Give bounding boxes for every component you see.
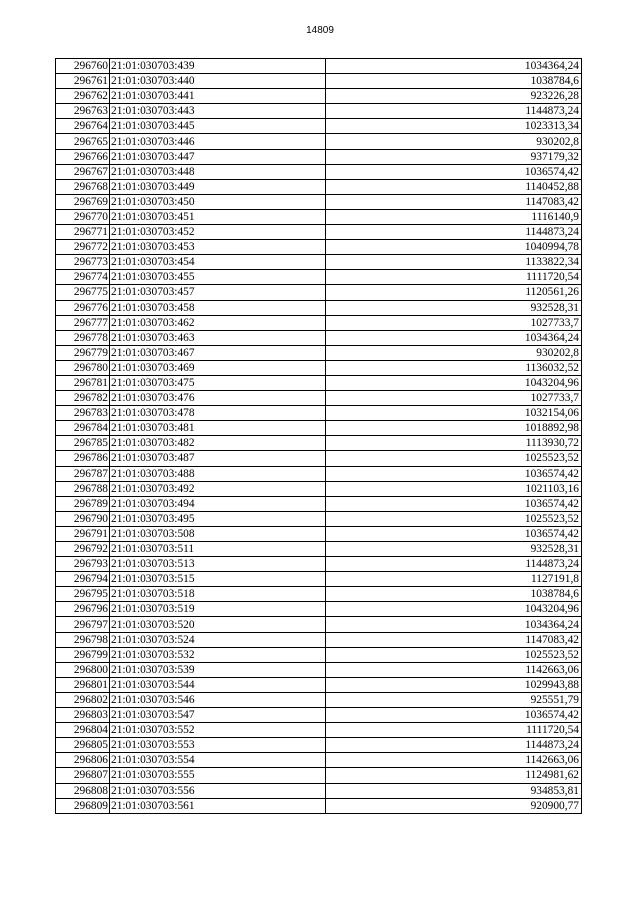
cadastral-value: 1018892,98 — [326, 421, 582, 436]
row-number: 296801 — [56, 677, 110, 692]
cadastral-number: 21:01:030703:449 — [110, 179, 326, 194]
row-number: 296791 — [56, 526, 110, 541]
table-row — [56, 375, 582, 390]
row-number: 296796 — [56, 602, 110, 617]
table-row — [56, 798, 582, 813]
row-number: 296765 — [56, 134, 110, 149]
table-row — [56, 149, 582, 164]
cadastral-number: 21:01:030703:475 — [110, 375, 326, 390]
cadastral-value: 1127191,8 — [326, 572, 582, 587]
cadastral-number: 21:01:030703:547 — [110, 708, 326, 723]
table-row — [56, 330, 582, 345]
cadastral-number: 21:01:030703:553 — [110, 738, 326, 753]
cadastral-number: 21:01:030703:447 — [110, 149, 326, 164]
row-number: 296762 — [56, 89, 110, 104]
table-row — [56, 134, 582, 149]
cadastral-number: 21:01:030703:451 — [110, 209, 326, 224]
table-row — [56, 572, 582, 587]
table-row — [56, 677, 582, 692]
cadastral-number: 21:01:030703:448 — [110, 164, 326, 179]
cadastral-number: 21:01:030703:457 — [110, 285, 326, 300]
row-number: 296780 — [56, 360, 110, 375]
cadastral-number: 21:01:030703:494 — [110, 496, 326, 511]
row-number: 296809 — [56, 798, 110, 813]
cadastral-value: 1040994,78 — [326, 240, 582, 255]
table-row — [56, 542, 582, 557]
row-number: 296790 — [56, 511, 110, 526]
cadastral-number: 21:01:030703:469 — [110, 360, 326, 375]
cadastral-value: 1036574,42 — [326, 164, 582, 179]
cadastral-number: 21:01:030703:513 — [110, 557, 326, 572]
cadastral-number: 21:01:030703:524 — [110, 632, 326, 647]
cadastral-number: 21:01:030703:450 — [110, 194, 326, 209]
table-row — [56, 179, 582, 194]
cadastral-number: 21:01:030703:492 — [110, 481, 326, 496]
cadastral-value: 1036574,42 — [326, 526, 582, 541]
cadastral-value: 1036574,42 — [326, 466, 582, 481]
table-row — [56, 209, 582, 224]
table-row — [56, 240, 582, 255]
table-row — [56, 723, 582, 738]
table-row — [56, 225, 582, 240]
cadastral-number: 21:01:030703:462 — [110, 315, 326, 330]
row-number: 296761 — [56, 74, 110, 89]
row-number: 296766 — [56, 149, 110, 164]
cadastral-number: 21:01:030703:467 — [110, 345, 326, 360]
table-row — [56, 436, 582, 451]
cadastral-number: 21:01:030703:478 — [110, 406, 326, 421]
cadastral-value: 1025523,52 — [326, 647, 582, 662]
cadastral-number: 21:01:030703:552 — [110, 723, 326, 738]
row-number: 296770 — [56, 209, 110, 224]
cadastral-value: 1111720,54 — [326, 723, 582, 738]
table-row — [56, 451, 582, 466]
cadastral-value: 1147083,42 — [326, 194, 582, 209]
row-number: 296808 — [56, 783, 110, 798]
page-number: 14809 — [306, 25, 334, 36]
cadastral-number: 21:01:030703:554 — [110, 753, 326, 768]
cadastral-value: 1025523,52 — [326, 511, 582, 526]
cadastral-number: 21:01:030703:532 — [110, 647, 326, 662]
cadastral-number: 21:01:030703:539 — [110, 662, 326, 677]
row-number: 296800 — [56, 662, 110, 677]
row-number: 296768 — [56, 179, 110, 194]
cadastral-number: 21:01:030703:452 — [110, 225, 326, 240]
table-row — [56, 466, 582, 481]
cadastral-value: 1116140,9 — [326, 209, 582, 224]
row-number: 296777 — [56, 315, 110, 330]
cadastral-number: 21:01:030703:440 — [110, 74, 326, 89]
cadastral-number: 21:01:030703:476 — [110, 391, 326, 406]
cadastral-number: 21:01:030703:463 — [110, 330, 326, 345]
row-number: 296778 — [56, 330, 110, 345]
cadastral-value: 1144873,24 — [326, 104, 582, 119]
cadastral-value: 1027733,7 — [326, 315, 582, 330]
row-number: 296783 — [56, 406, 110, 421]
cadastral-number: 21:01:030703:561 — [110, 798, 326, 813]
cadastral-number: 21:01:030703:508 — [110, 526, 326, 541]
cadastral-value: 1023313,34 — [326, 119, 582, 134]
table-row — [56, 647, 582, 662]
row-number: 296787 — [56, 466, 110, 481]
cadastral-value: 1025523,52 — [326, 451, 582, 466]
cadastral-value: 923226,28 — [326, 89, 582, 104]
table-row — [56, 768, 582, 783]
row-number: 296804 — [56, 723, 110, 738]
cadastral-value: 925551,79 — [326, 692, 582, 707]
row-number: 296803 — [56, 708, 110, 723]
cadastral-number: 21:01:030703:443 — [110, 104, 326, 119]
cadastral-number: 21:01:030703:519 — [110, 602, 326, 617]
table-row — [56, 255, 582, 270]
table-row — [56, 526, 582, 541]
table-row — [56, 511, 582, 526]
table-row — [56, 708, 582, 723]
cadastral-value: 932528,31 — [326, 300, 582, 315]
row-number: 296799 — [56, 647, 110, 662]
cadastral-value: 1144873,24 — [326, 557, 582, 572]
table-row — [56, 164, 582, 179]
cadastral-number: 21:01:030703:454 — [110, 255, 326, 270]
cadastral-value: 1038784,6 — [326, 74, 582, 89]
cadastral-value: 1034364,24 — [326, 330, 582, 345]
cadastral-number: 21:01:030703:546 — [110, 692, 326, 707]
cadastral-value: 1032154,06 — [326, 406, 582, 421]
row-number: 296781 — [56, 375, 110, 390]
row-number: 296785 — [56, 436, 110, 451]
cadastral-number: 21:01:030703:458 — [110, 300, 326, 315]
table-row — [56, 59, 582, 74]
row-number: 296789 — [56, 496, 110, 511]
table-row — [56, 194, 582, 209]
row-number: 296767 — [56, 164, 110, 179]
cadastral-value: 1142663,06 — [326, 753, 582, 768]
cadastral-value-table — [55, 58, 582, 814]
row-number: 296788 — [56, 481, 110, 496]
cadastral-value: 1140452,88 — [326, 179, 582, 194]
cadastral-number: 21:01:030703:556 — [110, 783, 326, 798]
row-number: 296794 — [56, 572, 110, 587]
table-row — [56, 391, 582, 406]
cadastral-value: 1144873,24 — [326, 738, 582, 753]
cadastral-value: 1021103,16 — [326, 481, 582, 496]
table-body — [56, 59, 582, 814]
cadastral-number: 21:01:030703:455 — [110, 270, 326, 285]
cadastral-number: 21:01:030703:518 — [110, 587, 326, 602]
row-number: 296774 — [56, 270, 110, 285]
table-row — [56, 315, 582, 330]
cadastral-value: 934853,81 — [326, 783, 582, 798]
row-number: 296772 — [56, 240, 110, 255]
row-number: 296798 — [56, 632, 110, 647]
row-number: 296802 — [56, 692, 110, 707]
table-row — [56, 345, 582, 360]
cadastral-number: 21:01:030703:515 — [110, 572, 326, 587]
row-number: 296805 — [56, 738, 110, 753]
row-number: 296776 — [56, 300, 110, 315]
table-row — [56, 360, 582, 375]
cadastral-value: 1144873,24 — [326, 225, 582, 240]
cadastral-number: 21:01:030703:446 — [110, 134, 326, 149]
cadastral-value: 1120561,26 — [326, 285, 582, 300]
cadastral-number: 21:01:030703:488 — [110, 466, 326, 481]
table-row — [56, 89, 582, 104]
cadastral-value: 930202,8 — [326, 345, 582, 360]
table-row — [56, 783, 582, 798]
row-number: 296793 — [56, 557, 110, 572]
row-number: 296797 — [56, 617, 110, 632]
table-row — [56, 753, 582, 768]
table-row — [56, 421, 582, 436]
cadastral-value: 1036574,42 — [326, 496, 582, 511]
cadastral-number: 21:01:030703:555 — [110, 768, 326, 783]
cadastral-value: 1113930,72 — [326, 436, 582, 451]
cadastral-value: 1029943,88 — [326, 677, 582, 692]
row-number: 296806 — [56, 753, 110, 768]
row-number: 296807 — [56, 768, 110, 783]
table-row — [56, 285, 582, 300]
cadastral-value: 1043204,96 — [326, 375, 582, 390]
cadastral-value: 930202,8 — [326, 134, 582, 149]
cadastral-number: 21:01:030703:439 — [110, 59, 326, 74]
row-number: 296773 — [56, 255, 110, 270]
cadastral-number: 21:01:030703:453 — [110, 240, 326, 255]
cadastral-number: 21:01:030703:445 — [110, 119, 326, 134]
cadastral-value: 1133822,34 — [326, 255, 582, 270]
cadastral-number: 21:01:030703:487 — [110, 451, 326, 466]
row-number: 296786 — [56, 451, 110, 466]
row-number: 296763 — [56, 104, 110, 119]
table-row — [56, 587, 582, 602]
row-number: 296782 — [56, 391, 110, 406]
table-row — [56, 692, 582, 707]
cadastral-value: 1124981,62 — [326, 768, 582, 783]
cadastral-number: 21:01:030703:482 — [110, 436, 326, 451]
cadastral-value: 1036574,42 — [326, 708, 582, 723]
cadastral-value: 1111720,54 — [326, 270, 582, 285]
cadastral-value: 932528,31 — [326, 542, 582, 557]
table-row — [56, 617, 582, 632]
table-row — [56, 602, 582, 617]
table-row — [56, 481, 582, 496]
cadastral-number: 21:01:030703:441 — [110, 89, 326, 104]
cadastral-value: 937179,32 — [326, 149, 582, 164]
row-number: 296771 — [56, 225, 110, 240]
table-row — [56, 406, 582, 421]
cadastral-number: 21:01:030703:520 — [110, 617, 326, 632]
row-number: 296795 — [56, 587, 110, 602]
row-number: 296769 — [56, 194, 110, 209]
row-number: 296784 — [56, 421, 110, 436]
cadastral-value: 1142663,06 — [326, 662, 582, 677]
cadastral-value: 1136032,52 — [326, 360, 582, 375]
table-row — [56, 270, 582, 285]
table-row — [56, 557, 582, 572]
cadastral-value: 920900,77 — [326, 798, 582, 813]
table-row — [56, 104, 582, 119]
table-row — [56, 74, 582, 89]
row-number: 296775 — [56, 285, 110, 300]
table-row — [56, 662, 582, 677]
row-number: 296760 — [56, 59, 110, 74]
table-row — [56, 119, 582, 134]
cadastral-value: 1027733,7 — [326, 391, 582, 406]
cadastral-number: 21:01:030703:481 — [110, 421, 326, 436]
table-row — [56, 632, 582, 647]
cadastral-value: 1038784,6 — [326, 587, 582, 602]
cadastral-value: 1034364,24 — [326, 617, 582, 632]
cadastral-number: 21:01:030703:495 — [110, 511, 326, 526]
table-row — [56, 496, 582, 511]
cadastral-number: 21:01:030703:511 — [110, 542, 326, 557]
cadastral-value: 1034364,24 — [326, 59, 582, 74]
row-number: 296764 — [56, 119, 110, 134]
cadastral-value: 1147083,42 — [326, 632, 582, 647]
cadastral-number: 21:01:030703:544 — [110, 677, 326, 692]
table-row — [56, 300, 582, 315]
row-number: 296792 — [56, 542, 110, 557]
table-row — [56, 738, 582, 753]
cadastral-value: 1043204,96 — [326, 602, 582, 617]
row-number: 296779 — [56, 345, 110, 360]
